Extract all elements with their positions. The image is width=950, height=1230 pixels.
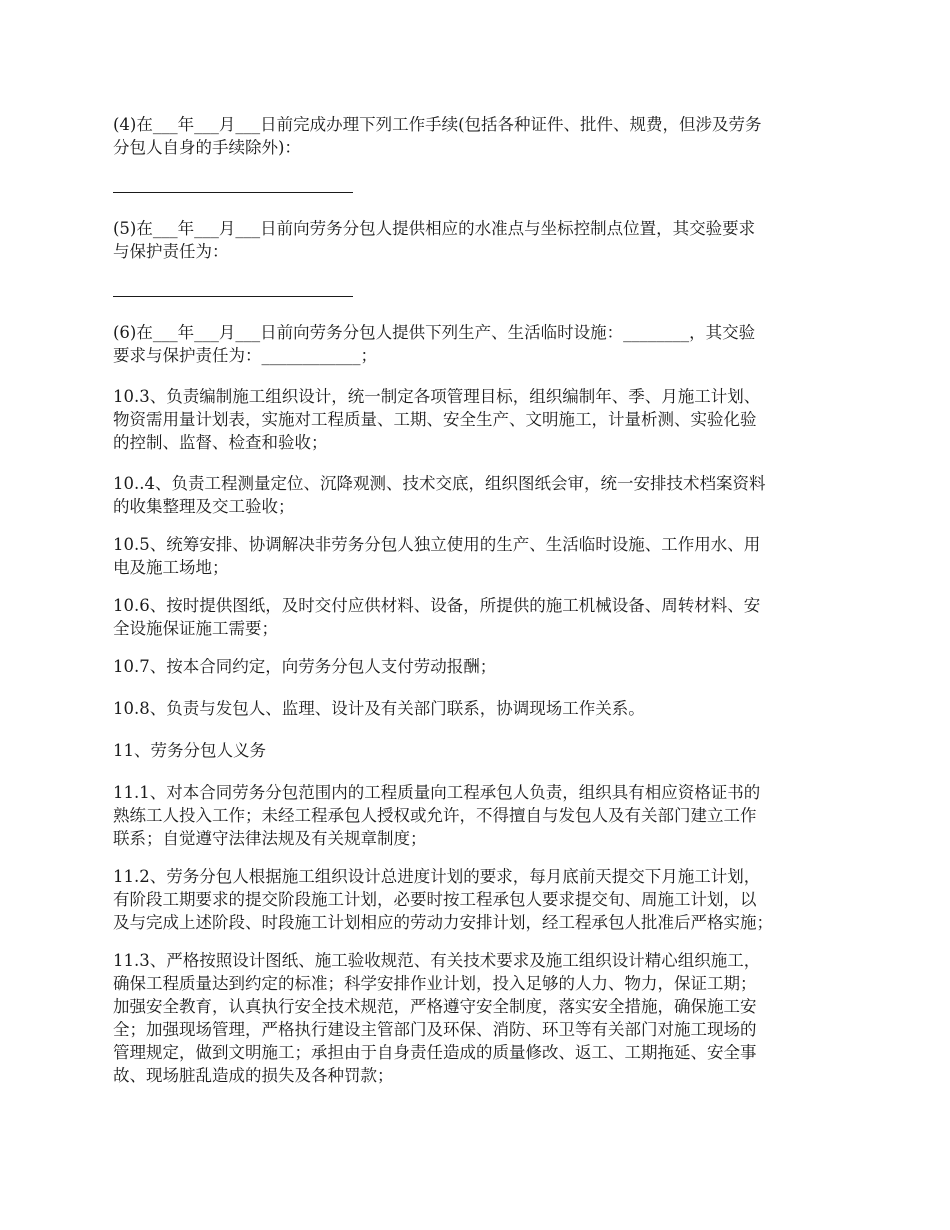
paragraph-10-3: 10.3、负责编制施工组织设计，统一制定各项管理目标，组织编制年、季、月施工计划、 物资需用量计划表，实施对工程质量、工期、安全生产、文明施工，计量析测、实验化验 的控制、监督、检查和验收；: [113, 387, 761, 452]
paragraph-11-1: 11.1、对本合同劳务分包范围内的工程质量向工程承包人负责，组织具有相应资格证书的 熟练工人投入工作；未经工程承包人授权或允许，不得擅自与发包人及有关部门建立工作 联系；自觉遵守法律法规及有关规章制度；: [113, 783, 761, 848]
paragraph-11-2: 11.2、劳务分包人根据施工组织设计总进度计划的要求，每月底前天提交下月施工计划， 有阶段工期要求的提交阶段施工计划，必要时按工程承包人要求提交旬、周施工计划，以 及与完成上述阶段、时段施工计划相应的劳动力安排计划，经工程承包人批准后严格实施；: [113, 867, 773, 932]
paragraph-6: (6)在___年___月___日前向劳务分包人提供下列生产、生活临时设施：________，其交验 要求与保护责任为：____________；: [113, 323, 756, 365]
paragraph-10-6: 10.6、按时提供图纸，及时交付应供材料、设备，所提供的施工机械设备、周转材料、安 全设施保证施工需要；: [113, 596, 761, 638]
section-heading-11: 11、劳务分包人义务: [113, 741, 266, 760]
paragraph-5: (5)在___年___月___日前向劳务分包人提供相应的水准点与坐标控制点位置，其交验要求 与保护责任为：: [113, 219, 756, 261]
paragraph-10-4: 10..4、负责工程测量定位、沉降观测、技术交底，组织图纸会审，统一安排技术档案资料 的收集整理及交工验收；: [113, 474, 766, 516]
fill-in-blank-line: [113, 192, 353, 193]
paragraph-4: (4)在___年___月___日前完成办理下列工作手续(包括各种证件、批件、规费，但涉及劳务 分包人自身的手续除外)：: [113, 115, 762, 157]
paragraph-11-3: 11.3、严格按照设计图纸、施工验收规范、有关技术要求及施工组织设计精心组织施工， 确保工程质量达到约定的标准；科学安排作业计划，投入足够的人力、物力，保证工期； 加强安全教育，认真执行安全技术规范，严格遵守安全制度，落实安全措施，确保施工安 全；加强现场管理，严格执行建设主管部门及环保、消防、环卫等有关部门对施工现场的 管理规定，做到文明施工；承担由于自身责任造成的质量修改、返工、工期拖延、安全事 故、现场脏乱造成的损失及各种罚款；: [113, 951, 761, 1085]
paragraph-10-7: 10.7、按本合同约定，向劳务分包人支付劳动报酬；: [113, 657, 497, 676]
paragraph-10-5: 10.5、统筹安排、协调解决非劳务分包人独立使用的生产、生活临时设施、工作用水、用 电及施工场地；: [113, 535, 761, 577]
fill-in-blank-line: [113, 296, 353, 297]
paragraph-10-8: 10.8、负责与发包人、监理、设计及有关部门联系，协调现场工作关系。: [113, 699, 645, 718]
